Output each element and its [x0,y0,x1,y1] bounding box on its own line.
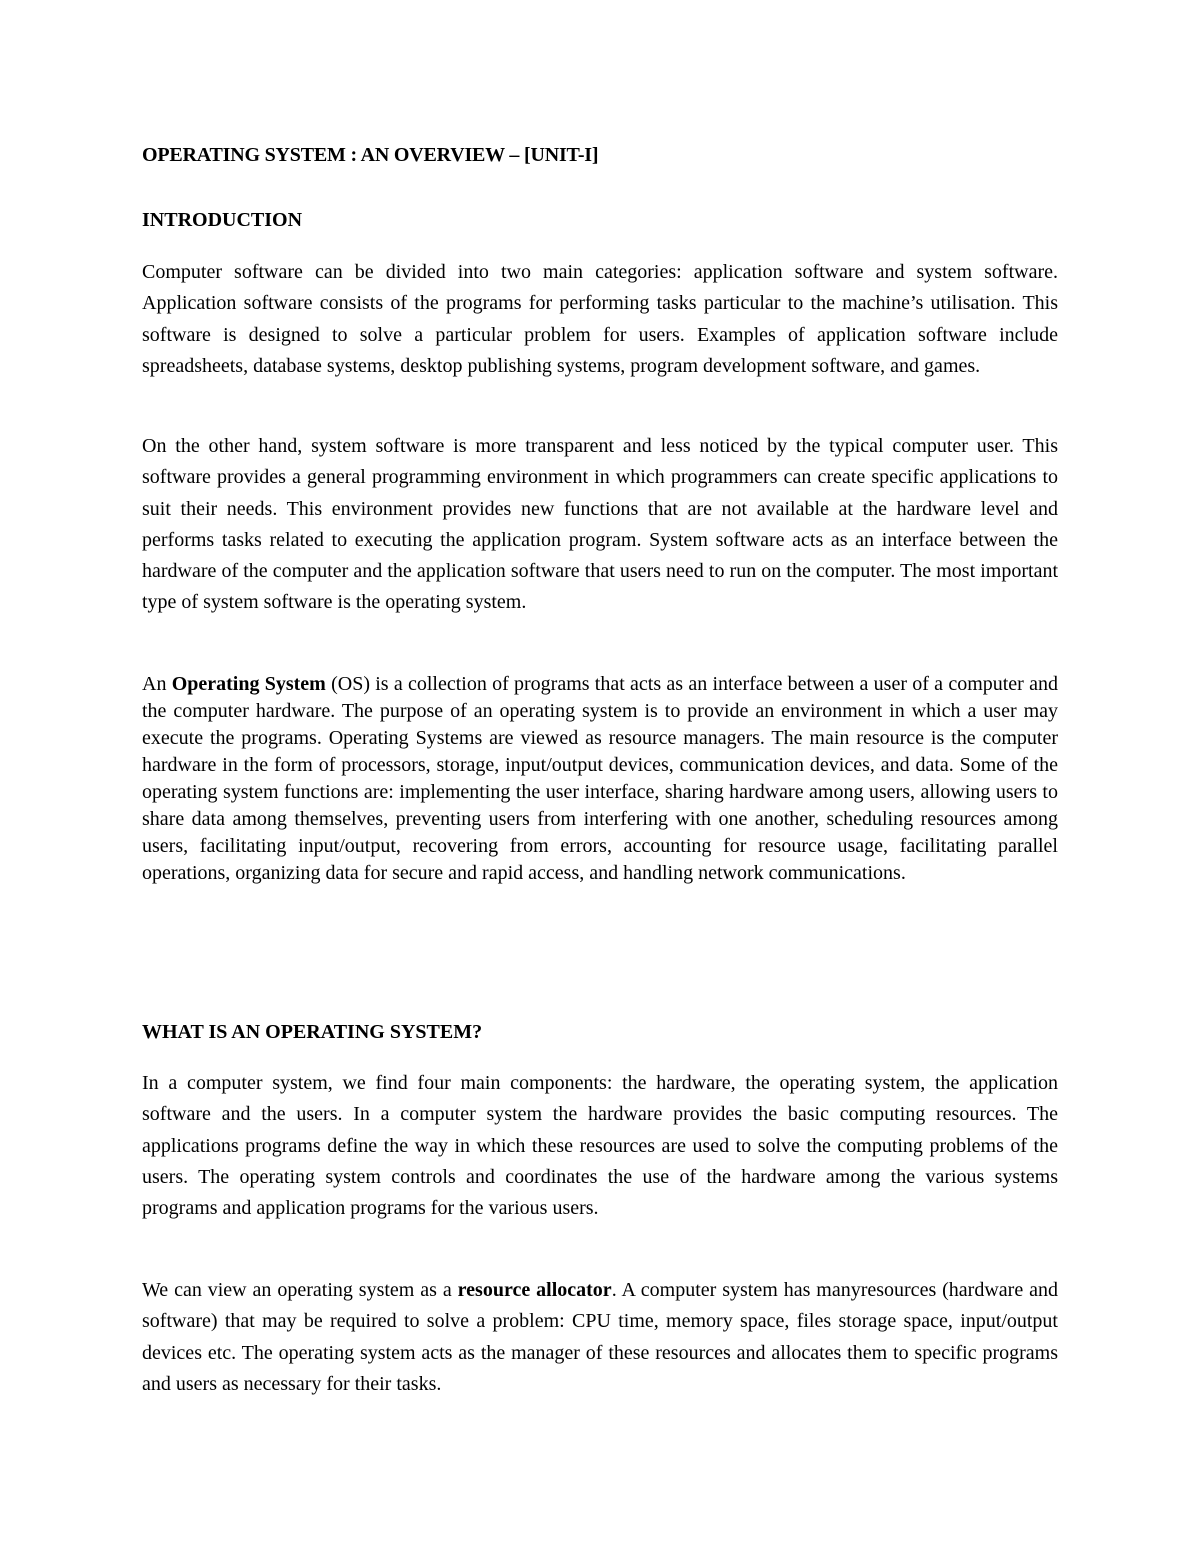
section-heading-what-is-os: WHAT IS AN OPERATING SYSTEM? [142,1021,483,1043]
document-title: OPERATING SYSTEM : AN OVERVIEW – [UNIT-I] [142,144,599,166]
intro-p3-body: (OS) is a collection of programs that acts as an interface between a user of a computer and the computer hardware. The purpose of an operating system is to provide an environment in which a user may execute the programs. Operating Systems are viewed as resource managers. The main resource is the computer hardware in the form of processors, storage, input/output devices, communication devices, and data. Some of the operating system functions are: implementing the user interface, sharing hardware among users, allowing users to share data among themselves, preventing users from interfering with one another, scheduling resources among users, facilitating input/output, recovering from errors, accounting for resource usage, facilitating parallel operations, organizing data for secure and rapid access, and handling network communications. [142,673,1058,884]
what-is-os-p2-lead: We can view an operating system as a [142,1279,458,1301]
term-operating-system: Operating System [171,673,326,695]
intro-p3-lead: An [142,673,172,695]
what-is-os-paragraph-2 [142,1275,1058,1400]
section-heading-introduction: INTRODUCTION [142,209,303,231]
intro-paragraph-3 [142,671,1058,887]
term-resource-allocator: resource allocator [457,1279,612,1301]
what-is-os-paragraph-1: In a computer system, we find four main components: the hardware, the operating system, the application software and the users. In a computer system the hardware provides the basic computing resources. The applications programs define the way in which these resources are used to solve the computing problems of the users. The operating system controls and coordinates the use of the hardware among the various systems programs and application programs for the various users. [142,1072,1058,1220]
intro-paragraph-2: On the other hand, system software is more transparent and less noticed by the typical computer user. This software provides a general programming environment in which programmers can create specific applications to suit their needs. This environment provides new functions that are not available at the hardware level and performs tasks related to executing the application program. System software acts as an interface between the hardware of the computer and the application software that users need to run on the computer. The most important type of system software is the operating system. [142,435,1058,614]
what-is-os-p2-body: . A computer system has manyresources (hardware and software) that may be required to solve a problem: CPU time, memory space, files storage space, input/output devices etc. The operating system acts as the manager of these resources and allocates them to specific programs and users as necessary for their tasks. [142,1279,1058,1395]
intro-paragraph-1: Computer software can be divided into two main categories: application software and system software. Application software consists of the programs for performing tasks particular to the machine’s utilisation. This software is designed to solve a particular problem for users. Examples of application software include spreadsheets, database systems, desktop publishing systems, program development software, and games. [142,261,1058,377]
